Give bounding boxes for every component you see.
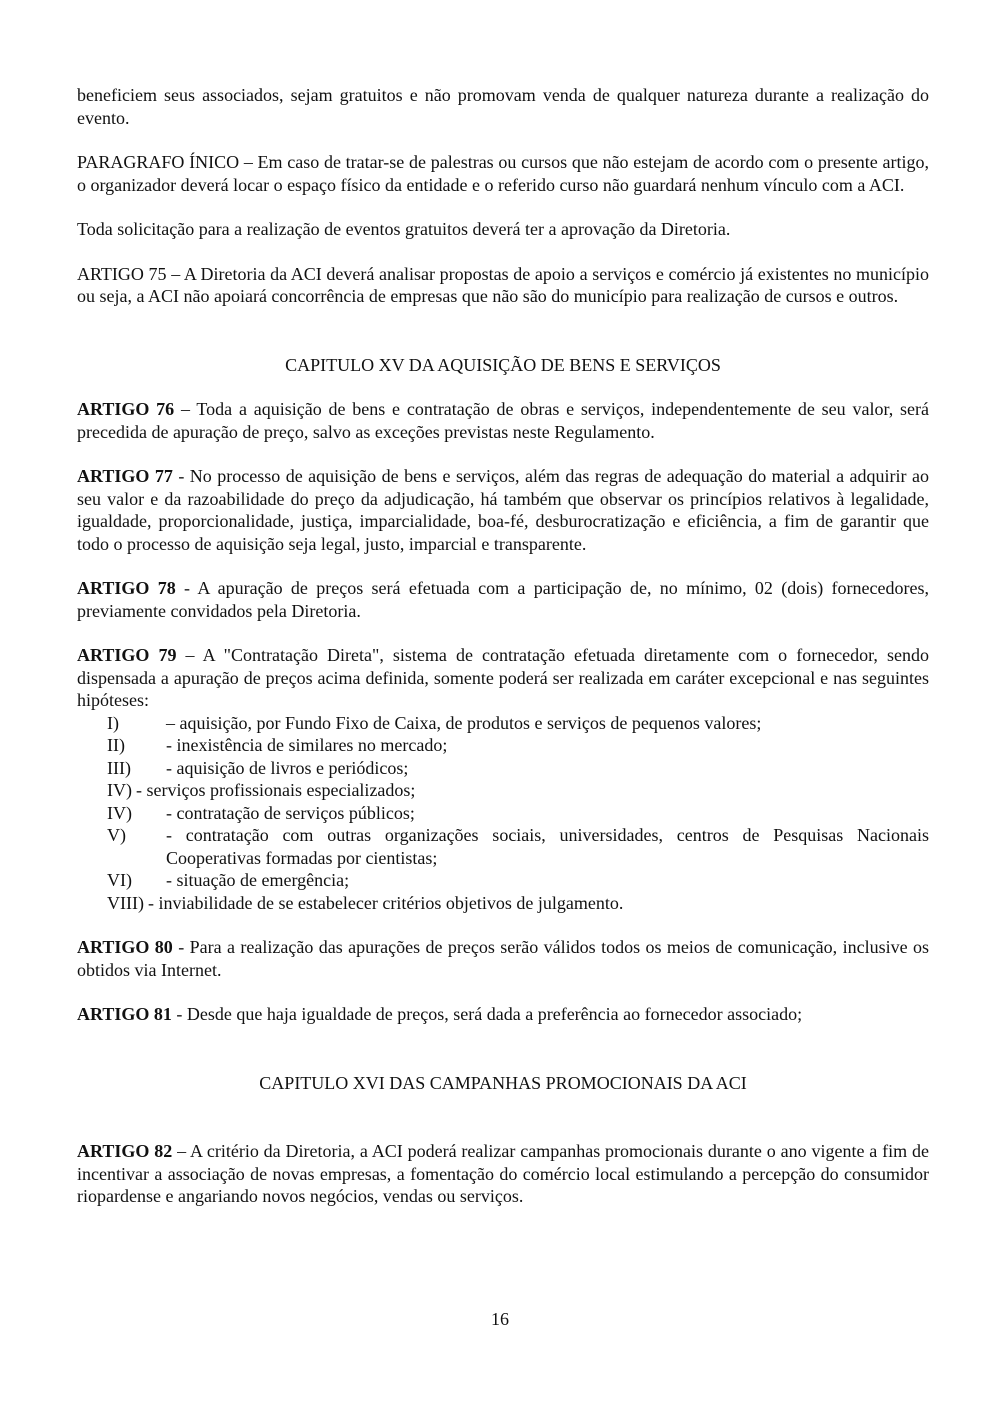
document-page (77, 84, 929, 1208)
artigo-76-text: – Toda a aquisição de bens e contratação de obras e serviços, independentemente de seu valor, será precedida de apuração de preço, salvo as exceções previstas neste Regulamento. (77, 399, 929, 442)
page-number: 16 (491, 1309, 509, 1329)
list-item (77, 734, 929, 757)
list-item-number: V) (107, 825, 126, 845)
list-item-text: - situação de emergência; (166, 870, 350, 890)
chapter-xvi-heading: CAPITULO XVI DAS CAMPANHAS PROMOCIONAIS DA ACI (259, 1072, 747, 1093)
list-item (77, 892, 929, 915)
paragrafo-unico: PARAGRAFO ÍNICO – Em caso de tratar-se de palestras ou cursos que não estejam de acordo com o presente artigo, o organizador deverá locar o espaço físico da entidade e o referido curso não guardará nenhum vínculo com a ACI. (77, 152, 929, 195)
artigo-75: ARTIGO 75 – A Diretoria da ACI deverá analisar propostas de apoio a serviços e comércio já existentes no município ou seja, a ACI não apoiará concorrência de empresas que não são do município para realização de cursos e outros. (77, 263, 929, 306)
list-item-number: IV) (107, 802, 132, 823)
artigo-79-text: – A "Contratação Direta", sistema de contratação efetuada diretamente com o fornecedor, sendo dispensada a apuração de preços acima definida, somente poderá ser realizada em caráter excepcional e nas seguintes hipóteses: (77, 645, 929, 710)
list-item (77, 869, 929, 892)
artigo-80-text: - Para a realização das apurações de preços serão válidos todos os meios de comunicação, inclusive os obtidos via Internet. (77, 937, 929, 980)
list-item-text: - serviços profissionais especializados; (136, 780, 416, 800)
intro-tail-paragraph: beneficiem seus associados, sejam gratuitos e não promovam venda de qualquer natureza durante a realização do evento. (77, 85, 929, 128)
artigo-78-label: ARTIGO 78 (77, 578, 176, 598)
hypotheses-list (77, 712, 929, 915)
list-item (77, 779, 929, 802)
list-item-text: - inexistência de similares no mercado; (166, 735, 448, 755)
artigo-80-label: ARTIGO 80 (77, 937, 173, 957)
artigo-77 (77, 465, 929, 555)
list-item-number: III) (107, 757, 131, 778)
list-item-number: VI) (107, 870, 132, 890)
list-item-number: II) (107, 735, 125, 755)
artigo-82-text: – A critério da Diretoria, a ACI poderá realizar campanhas promocionais durante o ano vigente a fim de incentivar a associação de novas empresas, a fomentação do comércio local estimulando a percepção do consumidor riopardense e angariando novos negócios, vendas ou serviços. (77, 1141, 929, 1206)
artigo-79 (77, 644, 929, 712)
list-item (77, 712, 929, 735)
list-item-text: – aquisição, por Fundo Fixo de Caixa, de produtos e serviços de pequenos valores; (166, 712, 762, 733)
artigo-80 (77, 936, 929, 981)
artigo-76 (77, 398, 929, 443)
artigo-82 (77, 1140, 929, 1208)
artigo-79-label: ARTIGO 79 (77, 645, 177, 665)
chapter-xv-heading: CAPITULO XV DA AQUISIÇÃO DE BENS E SERVIÇOS (285, 354, 721, 375)
list-item-text: - contratação de serviços públicos; (166, 802, 415, 823)
list-item (77, 802, 929, 825)
artigo-78-text: - A apuração de preços será efetuada com a participação de, no mínimo, 02 (dois) fornecedores, previamente convidados pela Diretoria. (77, 578, 929, 621)
solicitacao-paragraph: Toda solicitação para a realização de eventos gratuitos deverá ter a aprovação da Diretoria. (77, 219, 731, 239)
artigo-78 (77, 577, 929, 622)
list-item-number: VIII) (107, 892, 144, 913)
artigo-76-label: ARTIGO 76 (77, 399, 175, 419)
artigo-81-text: - Desde que haja igualdade de preços, será dada a preferência ao fornecedor associado; (171, 1004, 803, 1024)
artigo-81-label: ARTIGO 81 (77, 1004, 172, 1024)
list-item-number: I) (107, 712, 119, 733)
list-item-number: IV) (107, 780, 132, 800)
artigo-82-label: ARTIGO 82 (77, 1141, 173, 1161)
artigo-77-text: - No processo de aquisição de bens e serviços, além das regras de adequação do material a adquirir ao seu valor e da razoabilidade do preço da adjudicação, há também que observar os princípios relativos à legalidade, igualdade, proporcionalidade, justiça, imparcialidade, boa-fé, desburocratização e eficiência, a fim de garantir que todo o processo de aquisição seja legal, justo, imparcial e transparente. (77, 466, 929, 554)
list-item (77, 757, 929, 780)
list-item (77, 824, 929, 869)
list-item-text: - inviabilidade de se estabelecer critérios objetivos de julgamento. (147, 892, 624, 913)
list-item-text: - contratação com outras organizações sociais, universidades, centros de Pesquisas Nacionais Cooperativas formadas por cientistas; (166, 825, 929, 868)
list-item-text: - aquisição de livros e periódicos; (166, 757, 409, 778)
artigo-77-label: ARTIGO 77 (77, 466, 173, 486)
artigo-81 (77, 1003, 929, 1026)
